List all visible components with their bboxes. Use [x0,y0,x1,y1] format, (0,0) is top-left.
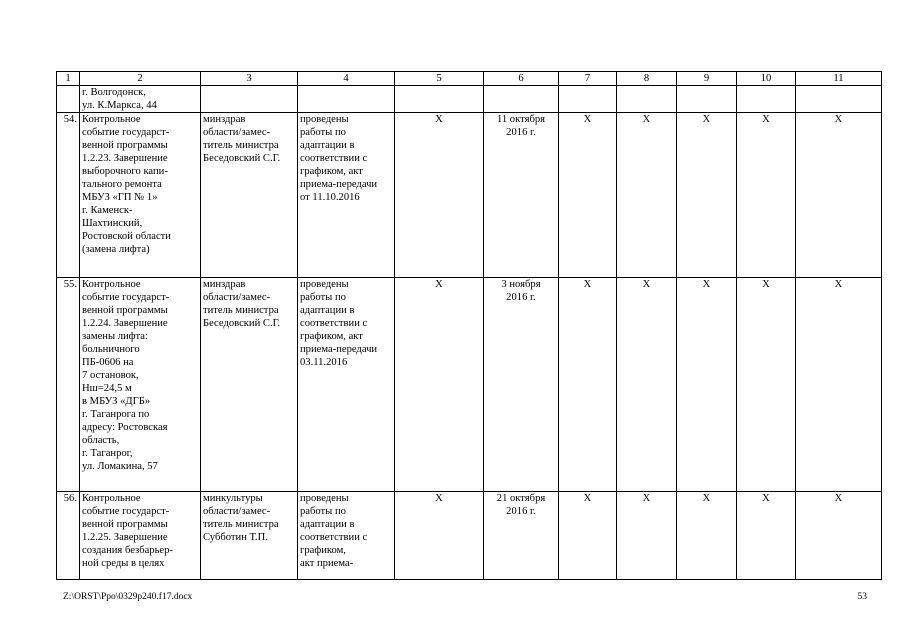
cell-col7: Х [559,113,617,278]
cell-result: проведены работы по адаптации в соответствии с графиком, акт приема-передачи 03.11.2016 [298,278,395,492]
col-header-7: 7 [559,72,617,86]
cell-num: 55. [57,278,80,492]
cell-event: Контрольное событие государст- венной программы 1.2.25. Завершение создания безбарьер- ной среды в целях [80,492,201,580]
cell-result: проведены работы по адаптации в соответствии с графиком, акт приема-передачи от 11.10.2016 [298,113,395,278]
cell-empty [617,86,677,113]
cell-col7: Х [559,492,617,580]
cell-result: проведены работы по адаптации в соответствии с графиком, акт приема- [298,492,395,580]
continuation-row [57,86,882,113]
cell-num: 56. [57,492,80,580]
cell-empty [201,86,298,113]
table-row [57,278,882,492]
cell-col5: Х [395,278,484,492]
cell-col5: Х [395,492,484,580]
cell-col10: Х [737,278,796,492]
col-header-11: 11 [796,72,882,86]
cell-empty [677,86,737,113]
col-header-3: 3 [201,72,298,86]
cell-col8: Х [617,278,677,492]
col-header-1: 1 [57,72,80,86]
col-header-10: 10 [737,72,796,86]
cell-responsible: минздрав области/замес- титель министра Беседовский С.Г. [201,278,298,492]
table-row [57,492,882,580]
cell-empty [737,86,796,113]
cell-col10: Х [737,113,796,278]
col-header-8: 8 [617,72,677,86]
cell-empty [298,86,395,113]
cell-col11: Х [796,492,882,580]
cell-responsible: минкультуры области/замес- титель министра Субботин Т.П. [201,492,298,580]
cell-event: Контрольное событие государст- венной программы 1.2.24. Завершение замены лифта: больничного ПБ-0606 на 7 остановок, Нш=24,5 м в МБУЗ «ДГБ» г. Таганрога по адресу: Ростовская область, г. Таганрог, ул. Ломакина, 57 [80,278,201,492]
cell-col11: Х [796,113,882,278]
cell-num: 54. [57,113,80,278]
footer-file-path: Z:\ORST\Ppo\0329p240.f17.docx [63,592,193,602]
report-table [56,71,882,580]
cell-col5: Х [395,113,484,278]
cell-event: Контрольное событие государст- венной программы 1.2.23. Завершение выборочного капи- тального ремонта МБУЗ «ГП № 1» г. Каменск- Шахтинский, Ростовской области (замена лифта) [80,113,201,278]
column-number-row [57,72,882,86]
cell-col9: Х [677,113,737,278]
cell-date: 3 ноября 2016 г. [484,278,559,492]
cell-date: 11 октября 2016 г. [484,113,559,278]
cell-col9: Х [677,278,737,492]
cell-date: 21 октября 2016 г. [484,492,559,580]
col-header-6: 6 [484,72,559,86]
cell-event: г. Волгодонск, ул. К.Маркса, 44 [80,86,201,113]
cell-col8: Х [617,113,677,278]
cell-num [57,86,80,113]
cell-col11: Х [796,278,882,492]
cell-empty [484,86,559,113]
cell-empty [559,86,617,113]
table-row [57,113,882,278]
col-header-5: 5 [395,72,484,86]
col-header-2: 2 [80,72,201,86]
cell-empty [796,86,882,113]
cell-responsible: минздрав области/замес- титель министра Беседовский С.Г. [201,113,298,278]
col-header-4: 4 [298,72,395,86]
col-header-9: 9 [677,72,737,86]
cell-col9: Х [677,492,737,580]
cell-col7: Х [559,278,617,492]
cell-empty [395,86,484,113]
cell-col10: Х [737,492,796,580]
cell-col8: Х [617,492,677,580]
page-number: 53 [857,592,867,602]
